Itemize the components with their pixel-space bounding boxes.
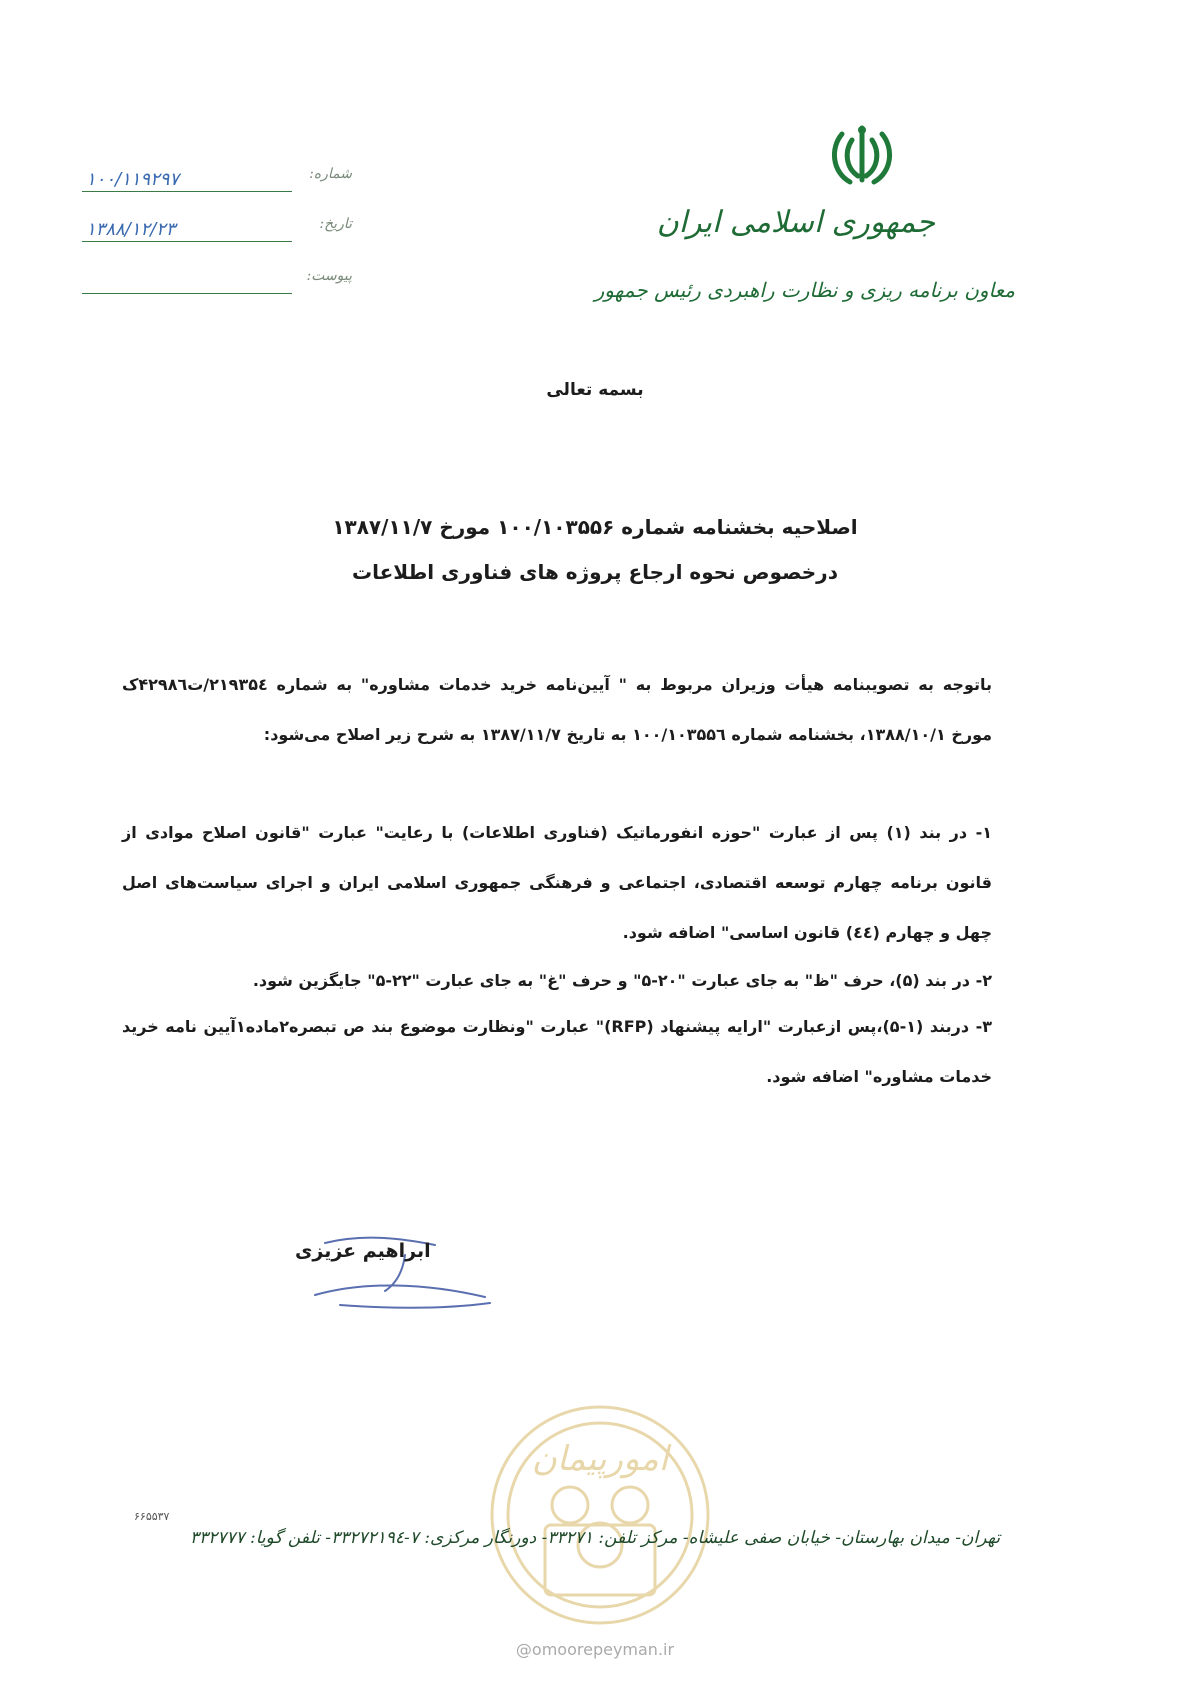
attachment-field xyxy=(82,262,352,302)
document-title: اصلاحیه بخشنامه شماره ۱۰۰/۱۰۳۵۵۶ مورخ ۱۳۸۷/۱۱/۷ xyxy=(332,515,858,539)
number-field xyxy=(82,160,352,200)
date-line xyxy=(82,241,292,242)
number-line xyxy=(82,191,292,192)
office-name: معاون برنامه ریزی و نظارت راهبردی رئیس جمهور xyxy=(594,278,1015,302)
clause-2: ۲- در بند (۵)، حرف "ظ" به جای عبارت "۲۰-۵" و حرف "غ" به جای عبارت "۲۲-۵" جایگزین شود. xyxy=(252,971,992,990)
country-name: جمهوری اسلامی ایران xyxy=(656,205,935,240)
date-field xyxy=(82,210,352,250)
attachment-line xyxy=(82,293,292,294)
number-label: شماره: xyxy=(309,166,352,182)
footer-address: تهران- میدان بهارستان- خیابان صفی علیشاه- مرکز تلفن: ۳۳۲۷۱- دورنگار مرکزی: ۷-۳۳۲۷۲۱۹٤- تلفن گویا: ۳۳۲۷۷۷ xyxy=(189,1528,1001,1548)
date-value: ۱۳۸۸/۱۲/۲۳ xyxy=(86,219,176,240)
organization-stamp xyxy=(475,1395,725,1635)
clause-1: ۱- در بند (۱) پس از عبارت "حوزه انفورماتیک (فناوری اطلاعات) با رعایت" عبارت "قانون اصلاح موادی از قانون برنامه چهارم توسعه اقتصادی، اجتماعی و فرهنگی جمهوری اسلامی ایران و اجرای سیاست‌های اصل چهل و چهارم (٤٤) قانون اساسی" اضافه شود. xyxy=(122,823,992,942)
clause-3: ۳- دربند (۱-۵)،پس ازعبارت "ارایه پیشنهاد (RFP)" عبارت "ونظارت موضوع بند ص تبصره۲ماده۱آیین نامه خرید خدمات مشاوره" اضافه شود. xyxy=(122,1017,993,1086)
handwritten-signature xyxy=(285,1225,495,1315)
iran-emblem-icon xyxy=(826,120,898,192)
stamp-text: امورپیمان xyxy=(531,1439,669,1479)
besmele-heading: بسمه تعالی xyxy=(546,380,644,400)
signer-name: ابراهیم عزیزی xyxy=(295,1240,431,1262)
attachment-label: پیوست: xyxy=(306,268,352,284)
document-subtitle: درخصوص نحوه ارجاع پروژه های فناوری اطلاعات xyxy=(352,560,838,584)
number-value: ۱۰۰/۱۱۹۲۹۷ xyxy=(86,169,180,190)
site-watermark: @omoorepeyman.ir xyxy=(515,1640,675,1659)
intro-paragraph: باتوجه به تصویبنامه هیأت وزیران مربوط به " آیین‌نامه خرید خدمات مشاوره" به شماره ۲۱۹۳۵٤/ت۴۲۹۸٦ک مورخ ۱۳۸۸/۱۰/۱، بخشنامه شماره ۱۰۰/۱۰۳۵۵٦ به تاریخ ۱۳۸۷/۱۱/۷ به شرح زیر اصلاح می‌شود: xyxy=(122,675,992,744)
date-label: تاریخ: xyxy=(319,216,352,232)
reference-code: ۶۶۵۵۳۷ xyxy=(134,1510,170,1523)
